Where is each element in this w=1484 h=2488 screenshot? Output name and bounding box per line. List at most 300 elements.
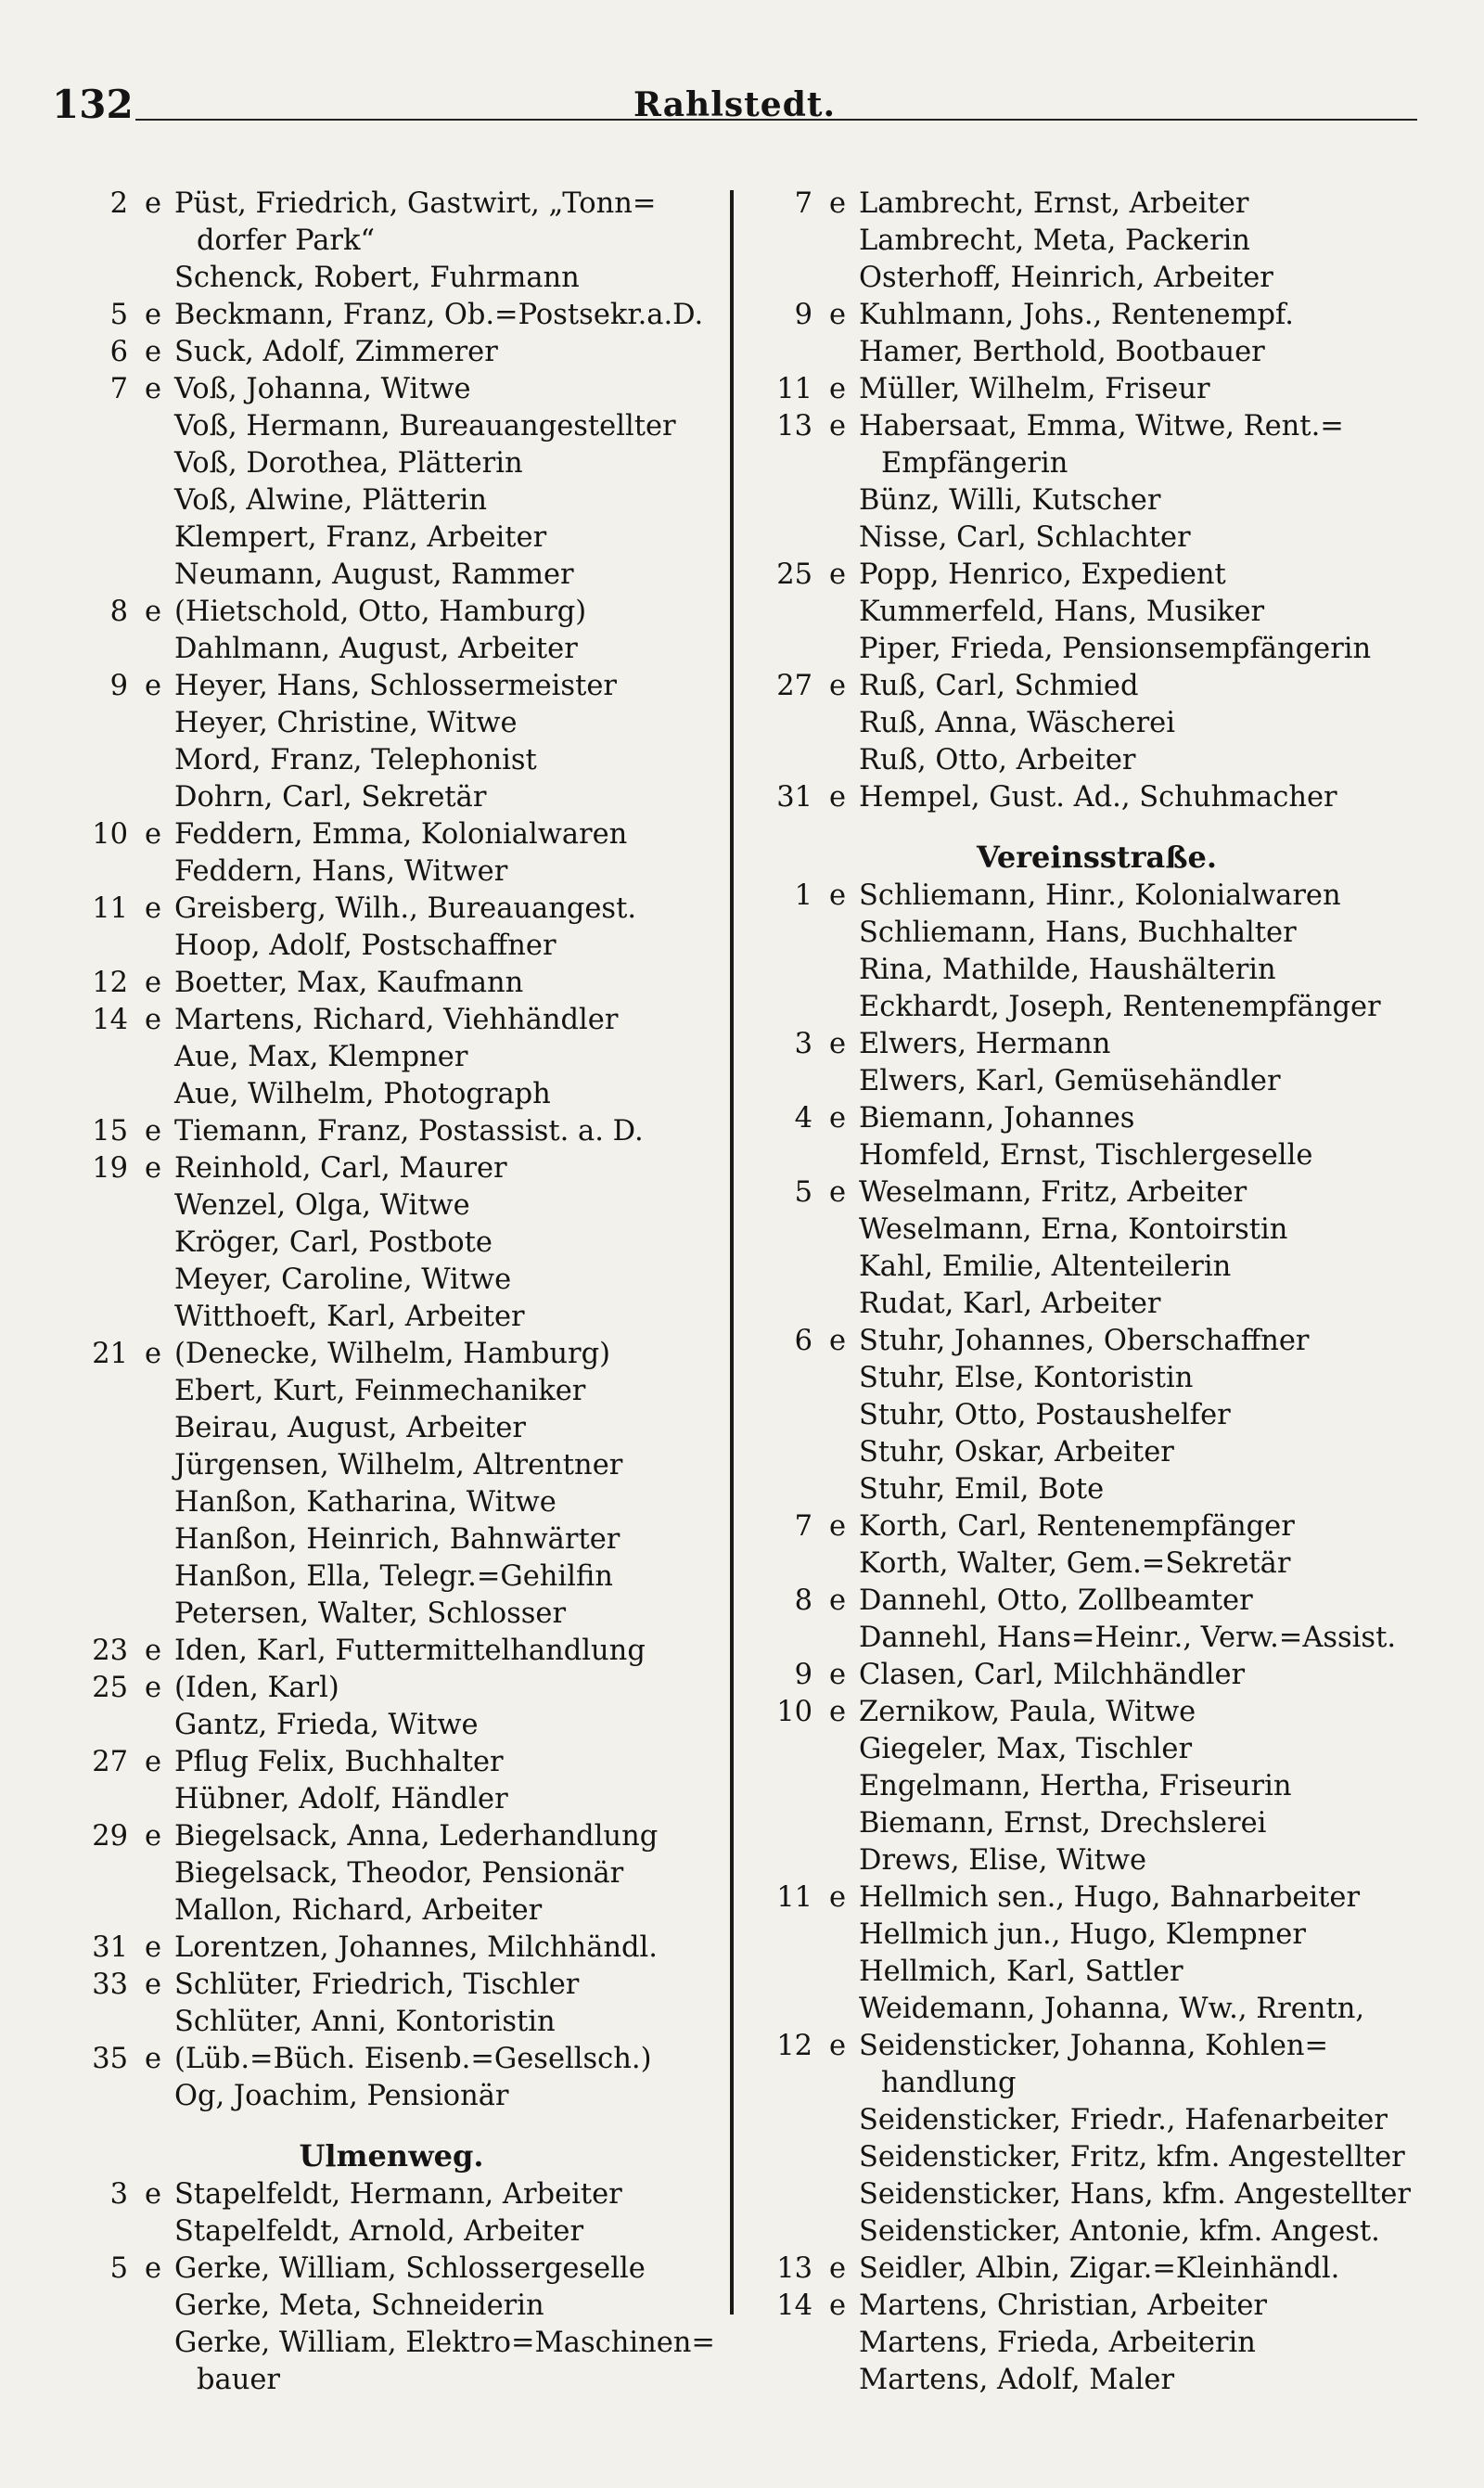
resident-line bbox=[751, 519, 1442, 557]
house-entry bbox=[67, 1336, 716, 1373]
entry-marker: e bbox=[145, 1635, 162, 1667]
resident-text: Seidensticker, Friedr., Hafenarbeiter bbox=[859, 2104, 1388, 2136]
house-number: 35 bbox=[92, 2043, 128, 2075]
continuation-line bbox=[751, 445, 1442, 482]
resident-line bbox=[751, 223, 1442, 260]
house-entry bbox=[67, 816, 716, 853]
resident-line bbox=[67, 482, 716, 519]
entry-marker: e bbox=[829, 558, 847, 591]
house-entry bbox=[751, 668, 1442, 705]
resident-text: Hanßon, Heinrich, Bahnwärter bbox=[174, 1523, 620, 1556]
resident-text: Voß, Johanna, Witwe bbox=[174, 373, 471, 405]
entry-marker: e bbox=[829, 2252, 847, 2285]
entry-marker: e bbox=[829, 670, 847, 702]
house-number: 5 bbox=[109, 299, 128, 331]
resident-text: Feddern, Hans, Witwer bbox=[174, 855, 508, 888]
resident-text: Biemann, Ernst, Drechslerei bbox=[859, 1807, 1267, 1840]
house-entry bbox=[67, 1113, 716, 1150]
house-number: 31 bbox=[92, 1931, 128, 1964]
resident-text: dorfer Park“ bbox=[197, 224, 376, 257]
entry-marker: e bbox=[829, 1325, 847, 1357]
resident-text: Zernikow, Paula, Witwe bbox=[859, 1696, 1196, 1728]
page-header bbox=[52, 76, 1417, 132]
entry-marker: e bbox=[145, 818, 162, 851]
resident-text: (Denecke, Wilhelm, Hamburg) bbox=[174, 1338, 611, 1370]
entry-marker: e bbox=[145, 1152, 162, 1185]
entry-marker: e bbox=[145, 1004, 162, 1036]
house-number: 7 bbox=[109, 373, 128, 405]
resident-text: Beirau, August, Arbeiter bbox=[174, 1412, 526, 1444]
entry-marker: e bbox=[829, 1510, 847, 1543]
resident-line bbox=[751, 1731, 1442, 1768]
resident-text: Heyer, Hans, Schlossermeister bbox=[174, 670, 617, 702]
resident-text: Weidemann, Johanna, Ww., Rrentn, bbox=[859, 1993, 1365, 2025]
resident-line bbox=[67, 1707, 716, 1744]
street-heading: Vereinsstraße. bbox=[976, 840, 1218, 875]
resident-line bbox=[751, 631, 1442, 668]
resident-line bbox=[67, 1855, 716, 1892]
entry-marker: e bbox=[829, 299, 847, 331]
resident-text: Schlüter, Anni, Kontoristin bbox=[174, 2006, 556, 2038]
resident-line bbox=[751, 2213, 1442, 2251]
resident-line bbox=[751, 2102, 1442, 2139]
resident-text: Biegelsack, Theodor, Pensionär bbox=[174, 1857, 624, 1890]
resident-text: Pflug Felix, Buchhalter bbox=[174, 1746, 504, 1778]
resident-line bbox=[751, 1434, 1442, 1471]
resident-text: Petersen, Walter, Schlosser bbox=[174, 1597, 567, 1630]
house-number: 27 bbox=[776, 670, 812, 702]
resident-text: Mord, Franz, Telephonist bbox=[174, 744, 537, 776]
house-entry bbox=[751, 297, 1442, 334]
resident-line bbox=[751, 952, 1442, 989]
house-number: 31 bbox=[776, 781, 812, 814]
house-number: 4 bbox=[794, 1102, 812, 1135]
house-number: 6 bbox=[109, 336, 128, 368]
house-number: 25 bbox=[92, 1672, 128, 1704]
resident-line bbox=[751, 2139, 1442, 2176]
entry-marker: e bbox=[145, 1969, 162, 2001]
entry-marker: e bbox=[145, 299, 162, 331]
resident-text: Biegelsack, Anna, Lederhandlung bbox=[174, 1820, 659, 1853]
house-number: 33 bbox=[92, 1969, 128, 2001]
entry-marker: e bbox=[829, 2030, 847, 2062]
resident-line bbox=[67, 519, 716, 557]
resident-text: Witthoeft, Karl, Arbeiter bbox=[174, 1301, 525, 1333]
resident-line bbox=[751, 705, 1442, 742]
resident-text: Elwers, Karl, Gemüsehändler bbox=[859, 1065, 1281, 1097]
house-number: 7 bbox=[794, 187, 812, 220]
resident-text: Gerke, Meta, Schneiderin bbox=[174, 2289, 544, 2322]
resident-text: Dahlmann, August, Arbeiter bbox=[174, 633, 578, 665]
house-entry bbox=[67, 2041, 716, 2078]
entry-marker: e bbox=[145, 187, 162, 220]
resident-line bbox=[751, 2176, 1442, 2213]
entry-marker: e bbox=[145, 967, 162, 999]
resident-text: Feddern, Emma, Kolonialwaren bbox=[174, 818, 628, 851]
entry-marker: e bbox=[829, 410, 847, 442]
resident-text: Stuhr, Oskar, Arbeiter bbox=[859, 1436, 1174, 1468]
entry-marker: e bbox=[829, 2289, 847, 2322]
resident-line bbox=[67, 1076, 716, 1113]
resident-text: Wenzel, Olga, Witwe bbox=[174, 1189, 470, 1222]
house-number: 6 bbox=[794, 1325, 812, 1357]
resident-text: Tiemann, Franz, Postassist. a. D. bbox=[174, 1115, 644, 1148]
spacer bbox=[751, 816, 1442, 833]
resident-line bbox=[67, 557, 716, 594]
house-number: 10 bbox=[776, 1696, 812, 1728]
entry-marker: e bbox=[829, 373, 847, 405]
resident-line bbox=[751, 989, 1442, 1026]
entry-marker: e bbox=[145, 2252, 162, 2285]
house-number: 23 bbox=[92, 1635, 128, 1667]
entry-marker: e bbox=[829, 1696, 847, 1728]
house-number: 5 bbox=[794, 1176, 812, 1209]
resident-text: Jürgensen, Wilhelm, Altrentner bbox=[174, 1449, 623, 1481]
entry-marker: e bbox=[145, 1672, 162, 1704]
resident-text: Voß, Dorothea, Plätterin bbox=[174, 447, 523, 480]
resident-text: Klempert, Franz, Arbeiter bbox=[174, 521, 547, 554]
entry-marker: e bbox=[145, 596, 162, 628]
house-entry bbox=[751, 2288, 1442, 2325]
right-column bbox=[751, 186, 1442, 2399]
resident-text: Stuhr, Else, Kontoristin bbox=[859, 1362, 1194, 1394]
resident-line bbox=[67, 1299, 716, 1336]
house-entry bbox=[67, 1002, 716, 1039]
resident-text: Müller, Wilhelm, Friseur bbox=[859, 373, 1210, 405]
resident-line bbox=[67, 1596, 716, 1633]
resident-line bbox=[67, 1447, 716, 1484]
entry-marker: e bbox=[829, 1102, 847, 1135]
house-number: 11 bbox=[776, 373, 812, 405]
resident-line bbox=[751, 742, 1442, 779]
house-entry bbox=[67, 1818, 716, 1855]
resident-text: Empfängerin bbox=[881, 447, 1068, 480]
house-number: 27 bbox=[92, 1746, 128, 1778]
resident-text: Hellmich jun., Hugo, Klempner bbox=[859, 1918, 1306, 1951]
continuation-line bbox=[67, 223, 716, 260]
resident-text: Kahl, Emilie, Altenteilerin bbox=[859, 1250, 1232, 1283]
house-entry bbox=[67, 1967, 716, 2004]
street-heading: Ulmenweg. bbox=[299, 2138, 484, 2174]
house-number: 29 bbox=[92, 1820, 128, 1853]
house-number: 1 bbox=[794, 879, 812, 912]
house-number: 12 bbox=[92, 967, 128, 999]
resident-text: Drews, Elise, Witwe bbox=[859, 1844, 1147, 1877]
house-entry bbox=[751, 2251, 1442, 2288]
house-number: 3 bbox=[109, 2178, 128, 2211]
house-entry bbox=[67, 1150, 716, 1187]
house-entry bbox=[67, 891, 716, 928]
house-entry bbox=[67, 186, 716, 223]
house-number: 14 bbox=[92, 1004, 128, 1036]
resident-text: Osterhoff, Heinrich, Arbeiter bbox=[859, 262, 1273, 294]
resident-line bbox=[67, 2078, 716, 2115]
resident-text: Hoop, Adolf, Postschaffner bbox=[174, 930, 556, 962]
house-entry bbox=[67, 2251, 716, 2288]
resident-line bbox=[67, 705, 716, 742]
resident-line bbox=[67, 408, 716, 445]
house-number: 9 bbox=[794, 299, 812, 331]
entry-marker: e bbox=[145, 336, 162, 368]
house-entry bbox=[751, 1694, 1442, 1731]
resident-line bbox=[67, 1410, 716, 1447]
house-number: 8 bbox=[109, 596, 128, 628]
entry-marker: e bbox=[829, 1176, 847, 1209]
continuation-line bbox=[751, 2065, 1442, 2102]
house-entry bbox=[67, 1930, 716, 1967]
resident-text: Hamer, Berthold, Bootbauer bbox=[859, 336, 1265, 368]
resident-text: Martens, Christian, Arbeiter bbox=[859, 2289, 1268, 2322]
resident-line bbox=[67, 445, 716, 482]
house-number: 13 bbox=[776, 2252, 812, 2285]
resident-text: Aue, Wilhelm, Photograph bbox=[174, 1078, 551, 1110]
entry-marker: e bbox=[145, 1338, 162, 1370]
resident-text: (Iden, Karl) bbox=[174, 1672, 339, 1704]
resident-text: Gantz, Frieda, Witwe bbox=[174, 1709, 479, 1741]
resident-text: Ruß, Otto, Arbeiter bbox=[859, 744, 1136, 776]
resident-text: Stapelfeldt, Arnold, Arbeiter bbox=[174, 2215, 584, 2248]
resident-line bbox=[751, 1805, 1442, 1842]
resident-text: Reinhold, Carl, Maurer bbox=[174, 1152, 507, 1185]
resident-text: Martens, Adolf, Maler bbox=[859, 2364, 1175, 2396]
resident-line bbox=[67, 1521, 716, 1558]
resident-line bbox=[67, 1262, 716, 1299]
entry-marker: e bbox=[145, 1746, 162, 1778]
house-entry bbox=[751, 1879, 1442, 1917]
house-entry bbox=[751, 1100, 1442, 1137]
house-entry bbox=[751, 1508, 1442, 1545]
resident-line bbox=[751, 1991, 1442, 2028]
resident-text: Hanßon, Katharina, Witwe bbox=[174, 1486, 556, 1519]
entry-marker: e bbox=[145, 1820, 162, 1853]
resident-line bbox=[751, 594, 1442, 631]
resident-text: Piper, Frieda, Pensionsempfängerin bbox=[859, 633, 1372, 665]
resident-text: Lambrecht, Meta, Packerin bbox=[859, 224, 1250, 257]
house-number: 12 bbox=[776, 2030, 812, 2062]
resident-text: Suck, Adolf, Zimmerer bbox=[174, 336, 498, 368]
resident-text: Kuhlmann, Johs., Rentenempf. bbox=[859, 299, 1294, 331]
house-entry bbox=[67, 668, 716, 705]
resident-line bbox=[67, 928, 716, 965]
resident-text: handlung bbox=[881, 2067, 1017, 2099]
resident-text: Schenck, Robert, Fuhrmann bbox=[174, 262, 580, 294]
column-divider bbox=[730, 190, 734, 2315]
resident-text: Hübner, Adolf, Händler bbox=[174, 1783, 508, 1815]
entry-marker: e bbox=[829, 879, 847, 912]
house-entry bbox=[67, 1670, 716, 1707]
resident-line bbox=[67, 1187, 716, 1225]
resident-line bbox=[67, 1225, 716, 1262]
resident-text: Nisse, Carl, Schlachter bbox=[859, 521, 1191, 554]
resident-text: Gerke, William, Elektro=Maschinen= bbox=[174, 2327, 715, 2359]
resident-line bbox=[751, 1768, 1442, 1805]
resident-text: Iden, Karl, Futtermittelhandlung bbox=[174, 1635, 646, 1667]
house-entry bbox=[67, 965, 716, 1002]
entry-marker: e bbox=[829, 187, 847, 220]
house-number: 11 bbox=[776, 1881, 812, 1914]
continuation-line bbox=[67, 2362, 716, 2399]
resident-line bbox=[751, 1212, 1442, 1249]
resident-line bbox=[751, 1545, 1442, 1583]
resident-line bbox=[751, 1063, 1442, 1100]
resident-line bbox=[751, 1471, 1442, 1508]
entry-marker: e bbox=[145, 373, 162, 405]
resident-text: Ebert, Kurt, Feinmechaniker bbox=[174, 1375, 586, 1407]
resident-line bbox=[67, 260, 716, 297]
resident-line bbox=[751, 1917, 1442, 1954]
resident-text: Habersaat, Emma, Witwe, Rent.= bbox=[859, 410, 1344, 442]
house-entry bbox=[751, 1026, 1442, 1063]
house-entry bbox=[751, 408, 1442, 445]
house-entry bbox=[751, 1174, 1442, 1212]
resident-line bbox=[67, 631, 716, 668]
resident-text: Mallon, Richard, Arbeiter bbox=[174, 1894, 543, 1927]
resident-line bbox=[67, 1373, 716, 1410]
resident-text: Seidensticker, Fritz, kfm. Angestellter bbox=[859, 2141, 1405, 2174]
resident-text: Püst, Friedrich, Gastwirt, „Tonn= bbox=[174, 187, 657, 220]
resident-text: Ruß, Anna, Wäscherei bbox=[859, 707, 1175, 739]
resident-text: Martens, Frieda, Arbeiterin bbox=[859, 2327, 1256, 2359]
entry-marker: e bbox=[829, 781, 847, 814]
entry-marker: e bbox=[145, 670, 162, 702]
entry-marker: e bbox=[145, 2043, 162, 2075]
house-number: 7 bbox=[794, 1510, 812, 1543]
resident-text: Og, Joachim, Pensionär bbox=[174, 2080, 509, 2112]
resident-text: Kummerfeld, Hans, Musiker bbox=[859, 596, 1265, 628]
house-entry bbox=[67, 371, 716, 408]
resident-line bbox=[67, 2288, 716, 2325]
resident-line bbox=[751, 1954, 1442, 1991]
house-number: 21 bbox=[92, 1338, 128, 1370]
house-number: 15 bbox=[92, 1115, 128, 1148]
house-number: 14 bbox=[776, 2289, 812, 2322]
house-number: 5 bbox=[109, 2252, 128, 2285]
house-entry bbox=[67, 2176, 716, 2213]
resident-text: Rina, Mathilde, Haushälterin bbox=[859, 954, 1276, 986]
house-entry bbox=[751, 557, 1442, 594]
resident-text: bauer bbox=[197, 2364, 280, 2396]
house-entry bbox=[67, 334, 716, 371]
house-entry bbox=[751, 878, 1442, 915]
resident-text: Stapelfeldt, Hermann, Arbeiter bbox=[174, 2178, 622, 2211]
resident-line bbox=[67, 1558, 716, 1596]
house-number: 19 bbox=[92, 1152, 128, 1185]
resident-text: Bünz, Willi, Kutscher bbox=[859, 484, 1161, 517]
resident-line bbox=[751, 1137, 1442, 1174]
resident-line bbox=[67, 1039, 716, 1076]
resident-text: Stuhr, Johannes, Oberschaffner bbox=[859, 1325, 1310, 1357]
resident-text: Kröger, Carl, Postbote bbox=[174, 1226, 493, 1259]
house-number: 25 bbox=[776, 558, 812, 591]
resident-text: Stuhr, Emil, Bote bbox=[859, 1473, 1105, 1506]
house-entry bbox=[751, 1657, 1442, 1694]
resident-line bbox=[751, 915, 1442, 952]
house-number: 11 bbox=[92, 892, 128, 925]
resident-line bbox=[751, 1286, 1442, 1323]
house-number: 9 bbox=[794, 1659, 812, 1691]
resident-text: Seidensticker, Johanna, Kohlen= bbox=[859, 2030, 1329, 2062]
entry-marker: e bbox=[829, 1028, 847, 1060]
resident-line bbox=[751, 2325, 1442, 2362]
resident-text: Dannehl, Hans=Heinr., Verw.=Assist. bbox=[859, 1622, 1397, 1654]
resident-text: Dannehl, Otto, Zollbeamter bbox=[859, 1584, 1253, 1617]
resident-line bbox=[751, 1397, 1442, 1434]
resident-text: (Lüb.=Büch. Eisenb.=Gesellsch.) bbox=[174, 2043, 652, 2075]
resident-text: Weselmann, Erna, Kontoirstin bbox=[859, 1213, 1288, 1246]
resident-text: Hellmich sen., Hugo, Bahnarbeiter bbox=[859, 1881, 1361, 1914]
resident-line bbox=[67, 779, 716, 816]
resident-text: Gerke, William, Schlossergeselle bbox=[174, 2252, 646, 2285]
page-number: 132 bbox=[52, 82, 134, 127]
resident-text: Schlüter, Friedrich, Tischler bbox=[174, 1969, 580, 2001]
resident-text: Hempel, Gust. Ad., Schuhmacher bbox=[859, 781, 1337, 814]
resident-text: Eckhardt, Joseph, Rentenempfänger bbox=[859, 991, 1381, 1023]
resident-line bbox=[751, 260, 1442, 297]
house-number: 8 bbox=[794, 1584, 812, 1617]
resident-text: Schliemann, Hans, Buchhalter bbox=[859, 917, 1297, 949]
resident-line bbox=[67, 853, 716, 891]
entry-marker: e bbox=[145, 892, 162, 925]
entry-marker: e bbox=[145, 1931, 162, 1964]
resident-text: Seidensticker, Hans, kfm. Angestellter bbox=[859, 2178, 1411, 2211]
resident-text: Boetter, Max, Kaufmann bbox=[174, 967, 524, 999]
house-entry bbox=[67, 1633, 716, 1670]
resident-line bbox=[751, 1620, 1442, 1657]
resident-text: Martens, Richard, Viehhändler bbox=[174, 1004, 619, 1036]
resident-text: Heyer, Christine, Witwe bbox=[174, 707, 518, 739]
spacer bbox=[67, 2115, 716, 2132]
resident-text: Homfeld, Ernst, Tischlergeselle bbox=[859, 1139, 1313, 1172]
resident-text: Giegeler, Max, Tischler bbox=[859, 1733, 1193, 1765]
resident-text: Seidensticker, Antonie, kfm. Angest. bbox=[859, 2215, 1380, 2248]
resident-text: Voß, Hermann, Bureauangestellter bbox=[174, 410, 676, 442]
house-number: 9 bbox=[109, 670, 128, 702]
resident-text: Hanßon, Ella, Telegr.=Gehilfin bbox=[174, 1560, 613, 1593]
resident-line bbox=[67, 1781, 716, 1818]
resident-text: Beckmann, Franz, Ob.=Postsekr.a.D. bbox=[174, 299, 704, 331]
house-entry bbox=[751, 371, 1442, 408]
resident-text: Greisberg, Wilh., Bureauangest. bbox=[174, 892, 637, 925]
resident-text: Hellmich, Karl, Sattler bbox=[859, 1956, 1183, 1988]
house-number: 13 bbox=[776, 410, 812, 442]
resident-text: Rudat, Karl, Arbeiter bbox=[859, 1288, 1161, 1320]
resident-text: Ruß, Carl, Schmied bbox=[859, 670, 1139, 702]
resident-line bbox=[67, 2213, 716, 2251]
resident-line bbox=[751, 2362, 1442, 2399]
house-number: 3 bbox=[794, 1028, 812, 1060]
running-title: Rahlstedt. bbox=[633, 85, 837, 124]
resident-text: Meyer, Caroline, Witwe bbox=[174, 1263, 512, 1296]
resident-text: Schliemann, Hinr., Kolonialwaren bbox=[859, 879, 1341, 912]
resident-text: Aue, Max, Klempner bbox=[174, 1041, 468, 1073]
resident-line bbox=[67, 2004, 716, 2041]
resident-text: Neumann, August, Rammer bbox=[174, 558, 574, 591]
resident-text: Dohrn, Carl, Sekretär bbox=[174, 781, 487, 814]
entry-marker: e bbox=[145, 2178, 162, 2211]
resident-line bbox=[751, 334, 1442, 371]
resident-line bbox=[751, 1360, 1442, 1397]
house-number: 2 bbox=[109, 187, 128, 220]
resident-text: Elwers, Hermann bbox=[859, 1028, 1111, 1060]
left-column bbox=[67, 186, 716, 2399]
house-entry bbox=[67, 1744, 716, 1781]
house-entry bbox=[751, 186, 1442, 223]
house-entry bbox=[751, 1583, 1442, 1620]
entry-marker: e bbox=[829, 1881, 847, 1914]
resident-line bbox=[67, 1484, 716, 1521]
house-entry bbox=[751, 779, 1442, 816]
resident-text: Lambrecht, Ernst, Arbeiter bbox=[859, 187, 1249, 220]
